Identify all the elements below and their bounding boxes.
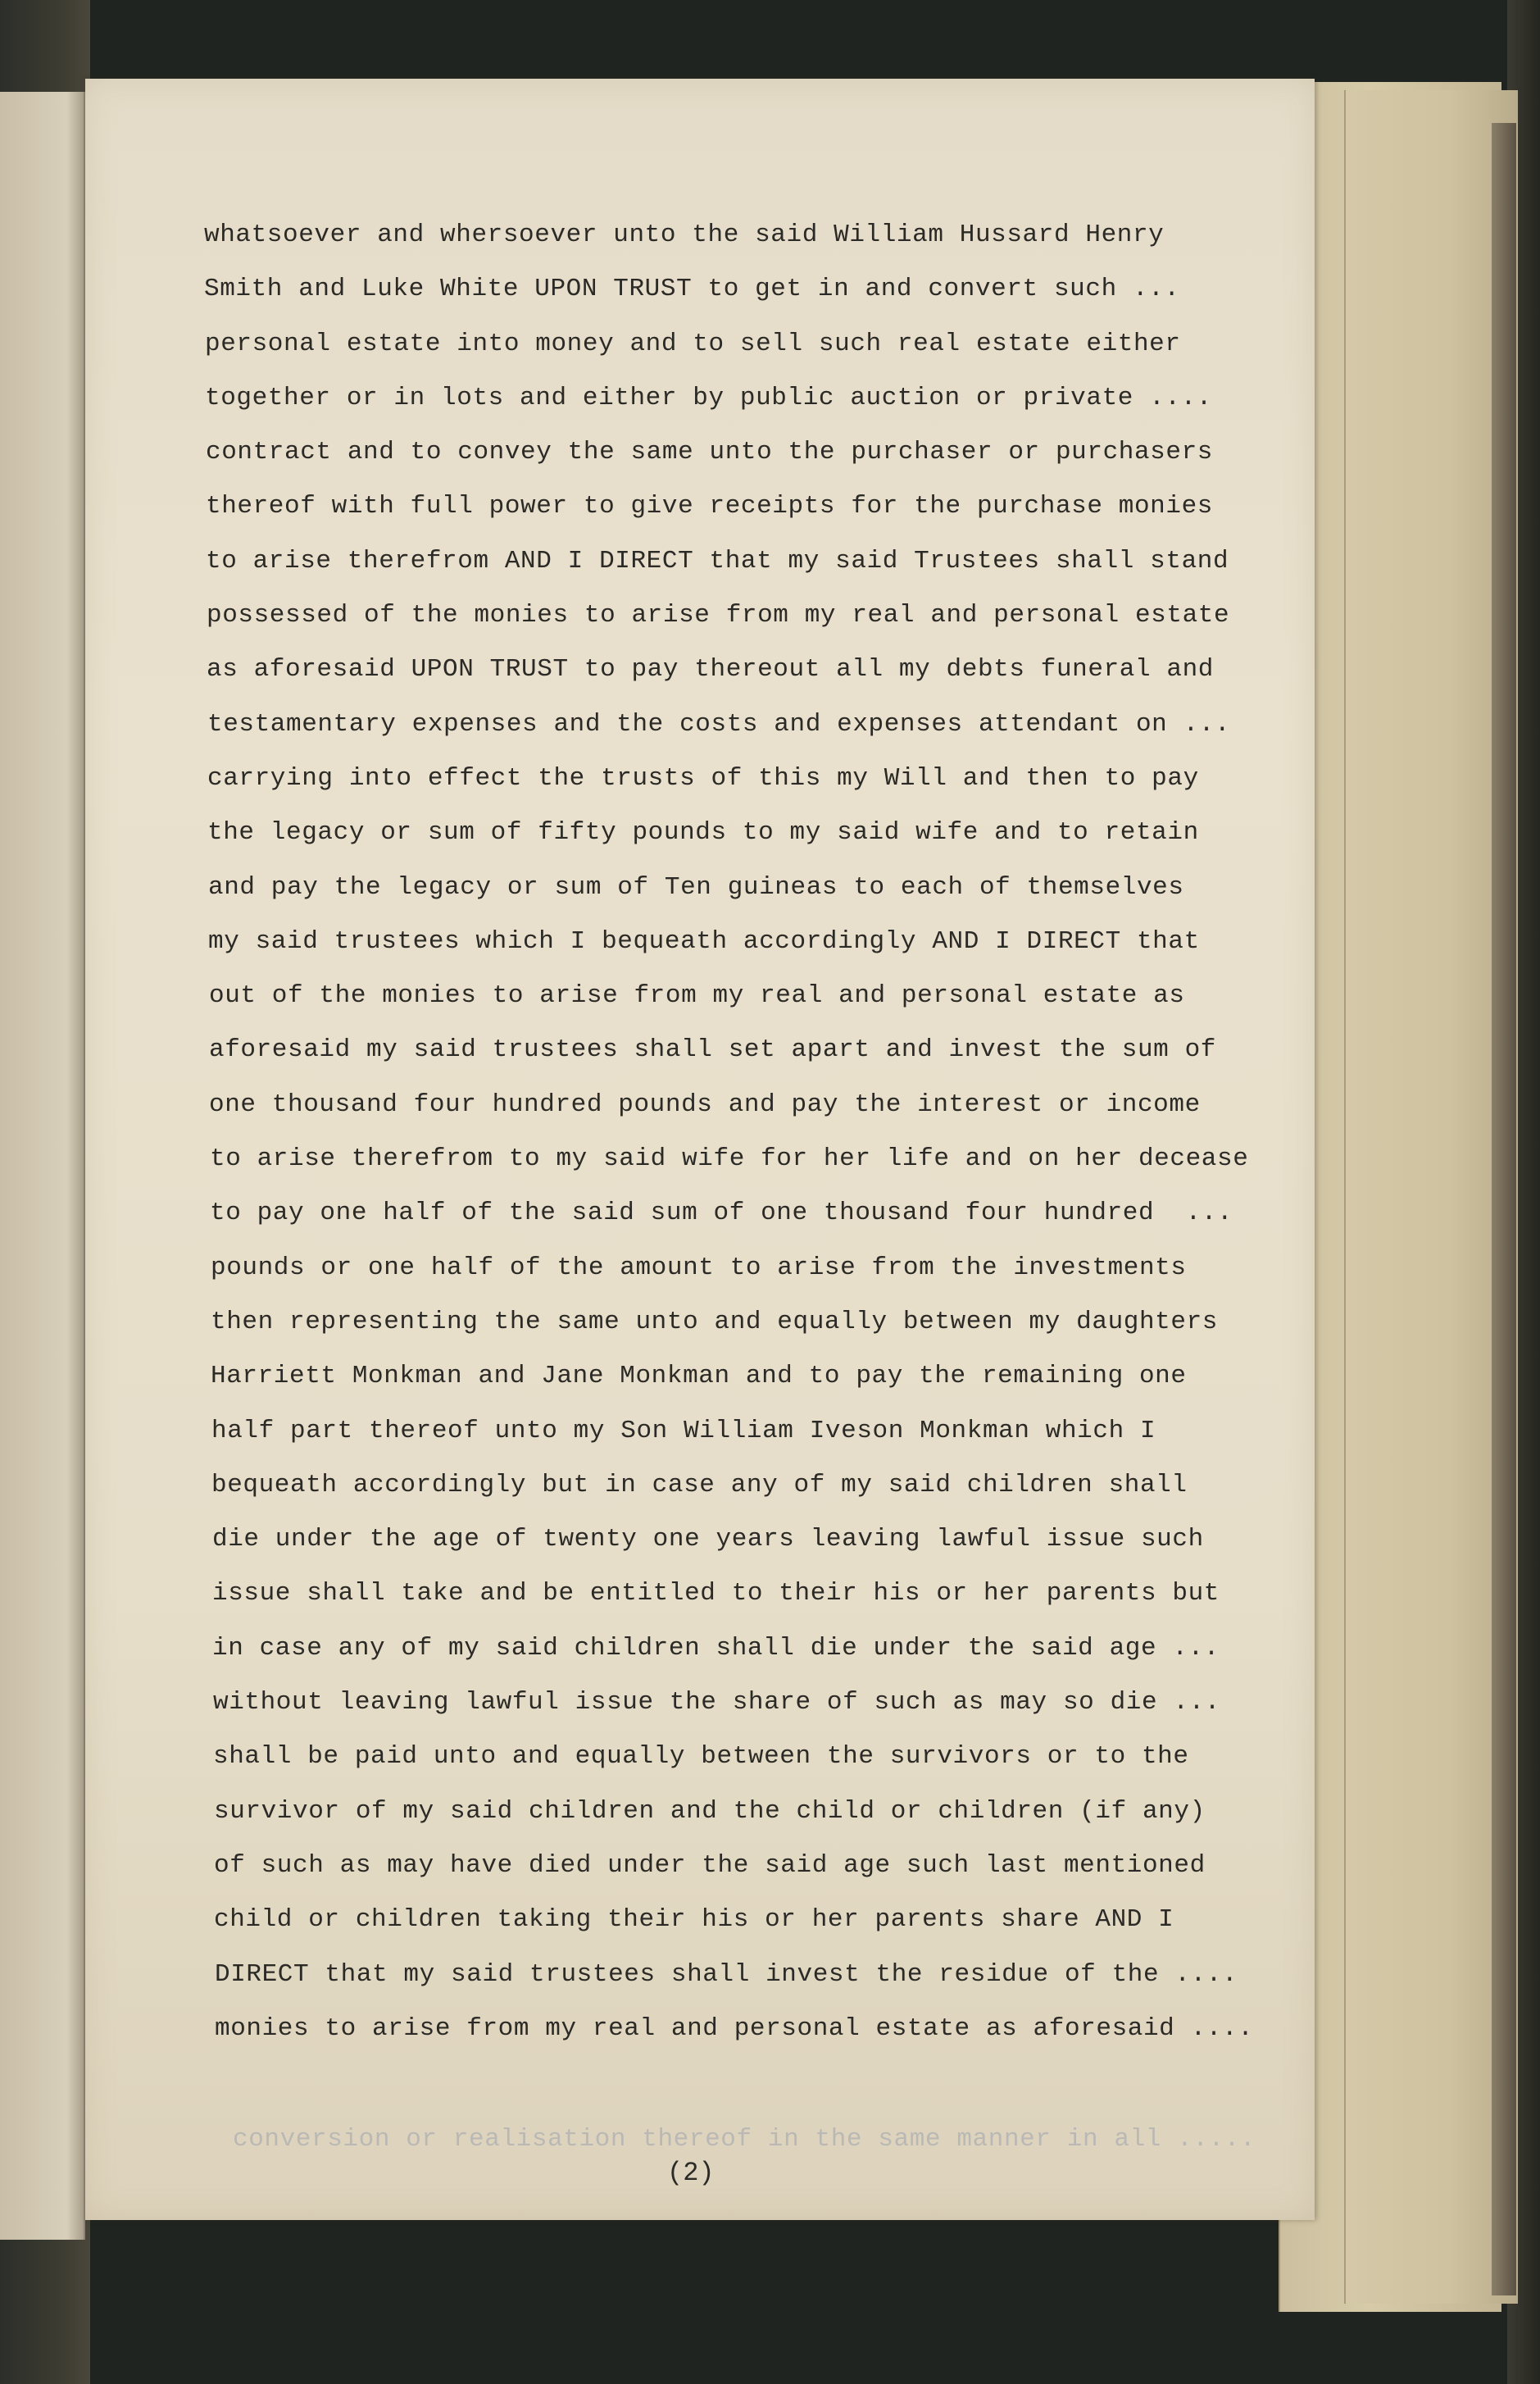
previous-page-edge xyxy=(0,92,85,2240)
text-line: pounds or one half of the amount to arise from the investments xyxy=(211,1253,1187,1282)
page-number: (2) xyxy=(667,2158,715,2188)
document-page xyxy=(85,79,1315,2220)
text-line: without leaving lawful issue the share of such as may so die ... xyxy=(213,1688,1220,1717)
text-line: aforesaid my said trustees shall set apart and invest the sum of xyxy=(209,1035,1216,1065)
text-line: whatsoever and whersoever unto the said William Hussard Henry xyxy=(204,221,1165,249)
text-line: then representing the same unto and equally between my daughters xyxy=(211,1307,1218,1336)
text-line: Smith and Luke White UPON TRUST to get in and convert such ... xyxy=(204,275,1180,304)
text-line: together or in lots and either by public auction or private .... xyxy=(205,383,1212,412)
text-line: one thousand four hundred pounds and pay the interest or income xyxy=(209,1090,1201,1119)
text-line: my said trustees which I bequeath accordingly AND I DIRECT that xyxy=(208,926,1200,956)
text-line: as aforesaid UPON TRUST to pay thereout all my debts funeral and xyxy=(207,655,1214,685)
text-line: shall be paid unto and equally between the survivors or to the xyxy=(213,1742,1189,1772)
text-line: possessed of the monies to arise from my real and personal estate xyxy=(207,601,1230,630)
text-line: monies to arise from my real and personal estate as aforesaid .... xyxy=(215,2013,1254,2043)
text-line: of such as may have died under the said age such last mentioned xyxy=(214,1850,1206,1880)
show-through-text: conversion or realisation thereof in the same manner in all ..... xyxy=(233,2125,1256,2154)
text-line: DIRECT that my said trustees shall invest the residue of the .... xyxy=(215,1959,1238,1989)
text-line: contract and to convey the same unto the purchaser or purchasers xyxy=(206,438,1213,467)
text-line: testamentary expenses and the costs and expenses attendant on ... xyxy=(207,709,1231,739)
text-line: issue shall take and be entitled to their his or her parents but xyxy=(212,1579,1220,1608)
text-line: survivor of my said children and the child or children (if any) xyxy=(214,1796,1206,1826)
text-line: Harriett Monkman and Jane Monkman and to pay the remaining one xyxy=(211,1362,1187,1391)
text-line: to arise therefrom to my said wife for her life and on her decease xyxy=(210,1144,1249,1174)
text-line: and pay the legacy or sum of Ten guineas to each of themselves xyxy=(208,872,1184,902)
text-line: thereof with full power to give receipts for the purchase monies xyxy=(206,492,1213,521)
page-stack-shadow xyxy=(1492,123,1516,2295)
text-line: out of the monies to arise from my real and personal estate as xyxy=(209,981,1185,1011)
text-line: child or children taking their his or her parents share AND I xyxy=(214,1905,1174,1935)
text-line: the legacy or sum of fifty pounds to my said wife and to retain xyxy=(207,818,1199,848)
text-line: die under the age of twenty one years leaving lawful issue such xyxy=(212,1525,1204,1554)
text-line: to pay one half of the said sum of one thousand four hundred ... xyxy=(210,1199,1233,1228)
text-line: carrying into effect the trusts of this my Will and then to pay xyxy=(207,763,1199,793)
text-line: in case any of my said children shall die under the said age ... xyxy=(212,1633,1220,1663)
text-line: to arise therefrom AND I DIRECT that my said Trustees shall stand xyxy=(206,546,1229,576)
text-line: bequeath accordingly but in case any of my said children shall xyxy=(211,1470,1188,1499)
text-line: half part thereof unto my Son William Iveson Monkman which I xyxy=(211,1416,1156,1445)
text-line: personal estate into money and to sell such real estate either xyxy=(205,329,1181,358)
typed-text-body xyxy=(204,208,1384,2056)
